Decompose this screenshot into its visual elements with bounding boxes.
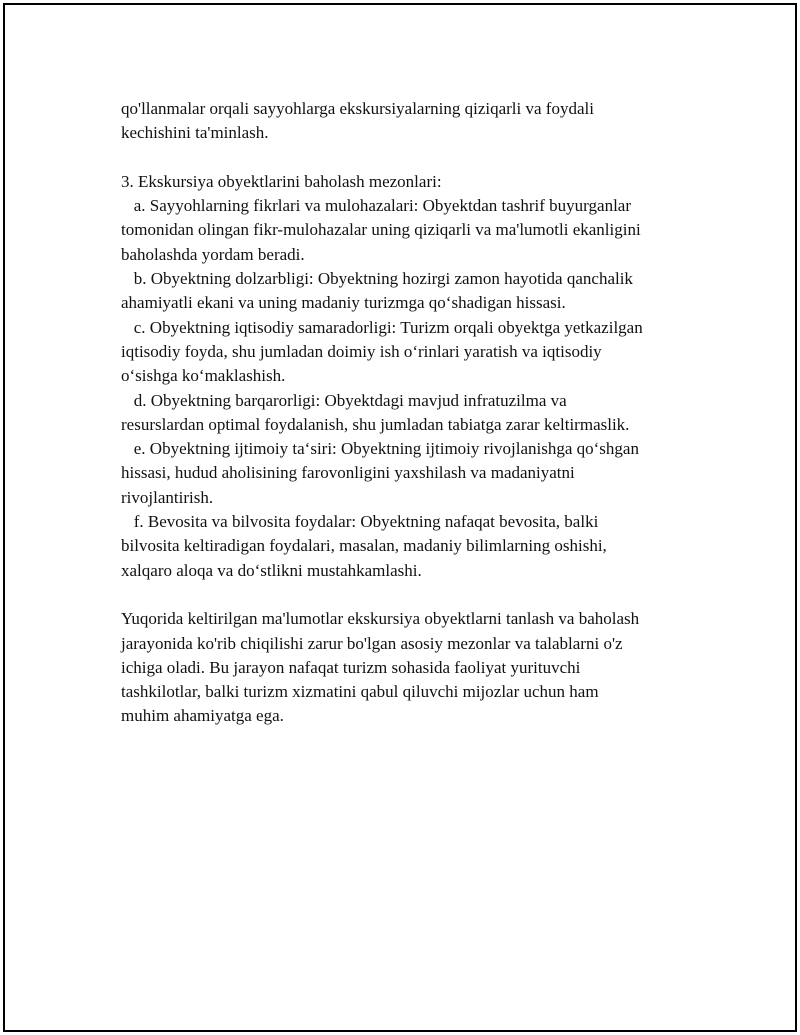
text-line: muhim ahamiyatga ega. <box>121 706 284 726</box>
criteria-item-e <box>121 437 711 510</box>
section-heading: 3. Ekskursiya obyektlarini baholash mezonlari: <box>121 171 442 191</box>
criteria-section <box>121 170 711 583</box>
text-line: tomonidan olingan fikr-mulohazalar uning qiziqarli va ma'lumotli ekanligini <box>121 220 641 240</box>
text-line: Yuqorida keltirilgan ma'lumotlar ekskursiya obyektlarni tanlash va baholash <box>121 609 640 629</box>
criteria-item-a <box>121 194 711 267</box>
text-line: d. Obyektning barqarorligi: Obyektdagi mavjud infratuzilma va <box>121 390 567 410</box>
criteria-item-c <box>121 316 711 389</box>
criteria-item-f <box>121 510 711 583</box>
text-line: e. Obyektning ijtimoiy ta‘siri: Obyektning ijtimoiy rivojlanishga qo‘shgan <box>121 439 639 459</box>
text-line: qo'llanmalar orqali sayyohlarga ekskursiyalarning qiziqarli va foydali <box>121 99 594 118</box>
text-line: o‘sishga ko‘maklashish. <box>121 366 286 386</box>
criteria-item-b <box>121 267 711 316</box>
text-line: f. Bevosita va bilvosita foydalar: Obyektning nafaqat bevosita, balki <box>121 512 599 532</box>
text-line: xalqaro aloqa va do‘stlikni mustahkamlashi. <box>121 560 422 580</box>
intro-paragraph <box>121 97 711 146</box>
criteria-item-d <box>121 389 711 438</box>
paragraph-spacer <box>121 583 711 607</box>
paragraph-spacer <box>121 146 711 170</box>
text-line: ichiga oladi. Bu jarayon nafaqat turizm sohasida faoliyat yurituvchi <box>121 657 581 677</box>
text-line: rivojlantirish. <box>121 487 214 507</box>
text-line: ahamiyatli ekani va uning madaniy turizmga qo‘shadigan hissasi. <box>121 293 566 313</box>
text-line: bilvosita keltiradigan foydalari, masalan, madaniy bilimlarning oshishi, <box>121 536 607 556</box>
text-line: b. Obyektning dolzarbligi: Obyektning hozirgi zamon hayotida qanchalik <box>121 269 633 289</box>
text-line: c. Obyektning iqtisodiy samaradorligi: Turizm orqali obyektga yetkazilgan <box>121 317 643 337</box>
text-line: jarayonida ko'rib chiqilishi zarur bo'lgan asosiy mezonlar va talablarni o'z <box>121 633 623 653</box>
conclusion-paragraph <box>121 607 711 728</box>
text-line: hissasi, hudud aholisining farovonligini yaxshilash va madaniyatni <box>121 463 575 483</box>
text-line: kechishini ta'minlash. <box>121 123 269 143</box>
document-body <box>121 97 711 729</box>
text-line: baholashda yordam beradi. <box>121 244 305 264</box>
text-line: iqtisodiy foyda, shu jumladan doimiy ish o‘rinlari yaratish va iqtisodiy <box>121 341 602 361</box>
document-page <box>3 3 797 1032</box>
text-line: tashkilotlar, balki turizm xizmatini qabul qiluvchi mijozlar uchun ham <box>121 682 599 702</box>
text-line: a. Sayyohlarning fikrlari va mulohazalari: Obyektdan tashrif buyurganlar <box>121 196 631 216</box>
text-line: resurslardan optimal foydalanish, shu jumladan tabiatga zarar keltirmaslik. <box>121 414 630 434</box>
